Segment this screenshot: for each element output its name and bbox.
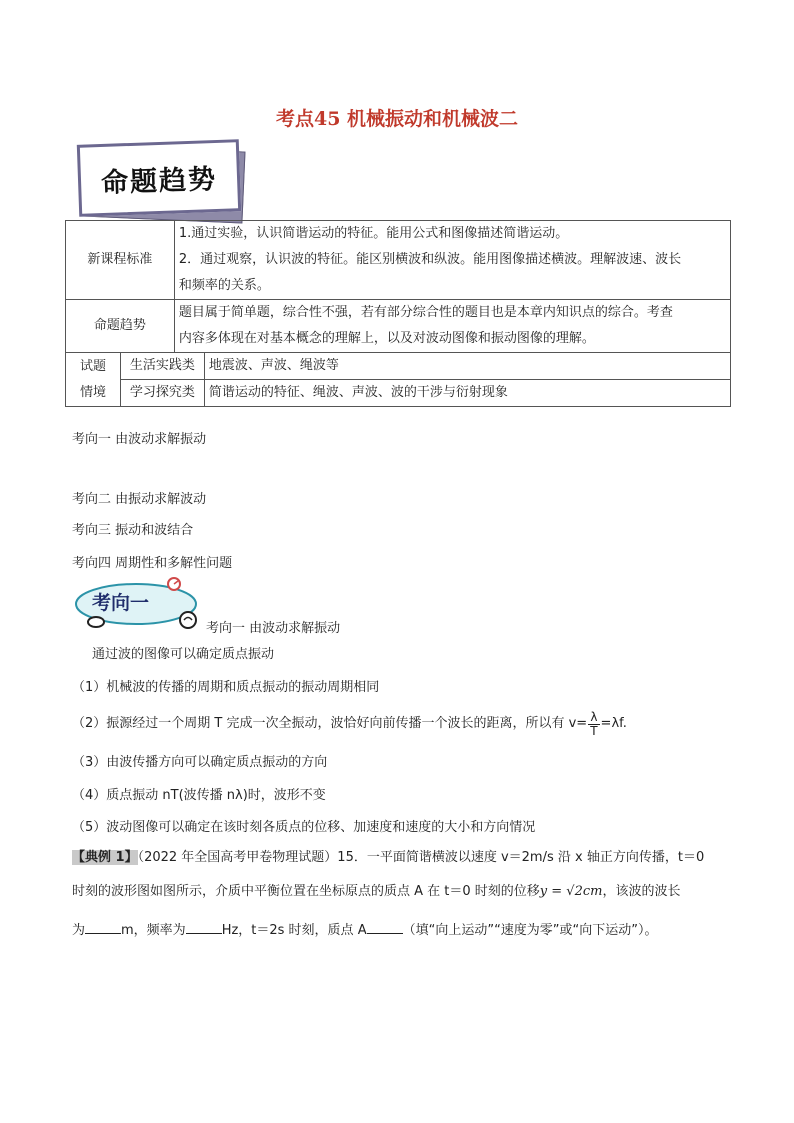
- point-4: （4）质点振动 nT(波传播 nλ)时，波形不变: [72, 788, 326, 803]
- table-line: 和频率的关系。: [178, 278, 270, 293]
- trend-table: [65, 220, 731, 407]
- direction-badge: [70, 576, 204, 632]
- fraction: [588, 711, 599, 738]
- table-cell: 地震波、声波、绳波等: [204, 353, 730, 380]
- fraction-denominator: T: [590, 723, 598, 738]
- fraction-numerator: λ: [588, 711, 599, 725]
- table-sublabel: 生活实践类: [120, 353, 204, 380]
- table-row: [66, 221, 731, 300]
- table-line: 题目属于简单题，综合性不强，若有部分综合性的题目也是本章内知识点的综合。考查: [178, 305, 673, 320]
- table-cell: [174, 221, 730, 300]
- example-label: 【典例 1】: [72, 850, 138, 865]
- table-row: [66, 380, 731, 407]
- table-line: 2．通过观察，认识波的特征。能区别横波和纵波。能用图像描述横波。理解波速、波长: [178, 252, 682, 267]
- point-2: [72, 704, 627, 744]
- group-line: 试题: [79, 358, 106, 374]
- group-line: 情境: [79, 384, 106, 400]
- page-title: 考点45 机械振动和机械波二: [275, 108, 519, 130]
- point-5: （5）波动图像可以确定在该时刻各质点的位移、加速度和速度的大小和方向情况: [72, 820, 536, 835]
- example-line-1: [72, 848, 704, 868]
- answer-blank[interactable]: [186, 921, 222, 934]
- example-text: （填“向上运动”“速度为零”或“向下运动”）。: [402, 923, 658, 938]
- example-text: 时刻的波形图如图所示，介质中平衡位置在坐标原点的质点 A 在 t＝0 时刻的位移: [72, 884, 540, 899]
- table-row: [66, 300, 731, 353]
- point-1: （1）机械波的传播的周期和质点振动的振动周期相同: [72, 680, 380, 695]
- direction-item: 考向四 周期性和多解性问题: [72, 556, 233, 571]
- answer-blank[interactable]: [367, 921, 403, 934]
- table-group-label: [66, 353, 121, 407]
- direction-item: 考向二 由振动求解波动: [72, 492, 207, 507]
- intro-text: 通过波的图像可以确定质点振动: [92, 647, 275, 662]
- badge-frame: [77, 139, 241, 217]
- section-heading: 考向一 由波动求解振动: [206, 621, 341, 636]
- table-line: 内容多体现在对基本概念的理解上，以及对波动图像和振动图像的理解。: [178, 331, 595, 346]
- example-line-3: [72, 921, 658, 941]
- example-math: y = √2cm: [539, 884, 603, 899]
- direction-item: 考向三 振动和波结合: [72, 523, 194, 538]
- example-text: Hz，t＝2s 时刻，质点 A: [221, 923, 367, 938]
- example-text: ，该波的波长: [602, 884, 681, 899]
- example-text: （2022 年全国高考甲卷物理试题）15．一平面简谐横波以速度 v＝2m/s 沿 x 轴正方向传播，t＝0: [137, 850, 705, 865]
- badge-text: 命题趋势: [100, 163, 218, 199]
- table-row: [66, 353, 731, 380]
- table-label: 命题趋势: [66, 300, 175, 353]
- table-label: 新课程标准: [66, 221, 175, 300]
- table-cell: 简谐运动的特征、绳波、声波、波的干涉与衍射现象: [204, 380, 730, 407]
- point-3: （3）由波传播方向可以确定质点振动的方向: [72, 755, 328, 770]
- example-line-2: [72, 882, 680, 902]
- point-2-text: （2）振源经过一个周期 T 完成一次全振动，波恰好向前传播一个波长的距离，所以有 v=: [72, 716, 588, 731]
- example-text: 为: [72, 923, 86, 938]
- table-line: 1.通过实验，认识简谐运动的特征。能用公式和图像描述简谐运动。: [178, 226, 569, 241]
- table-sublabel: 学习探究类: [120, 380, 204, 407]
- badge2-text: 考向一: [92, 592, 150, 614]
- example-text: m，频率为: [121, 923, 186, 938]
- table-cell: [174, 300, 730, 353]
- point-2-tail: =λf.: [600, 716, 627, 731]
- answer-blank[interactable]: [85, 921, 121, 934]
- section-badge-trend: [76, 140, 248, 222]
- direction-item: 考向一 由波动求解振动: [72, 432, 207, 447]
